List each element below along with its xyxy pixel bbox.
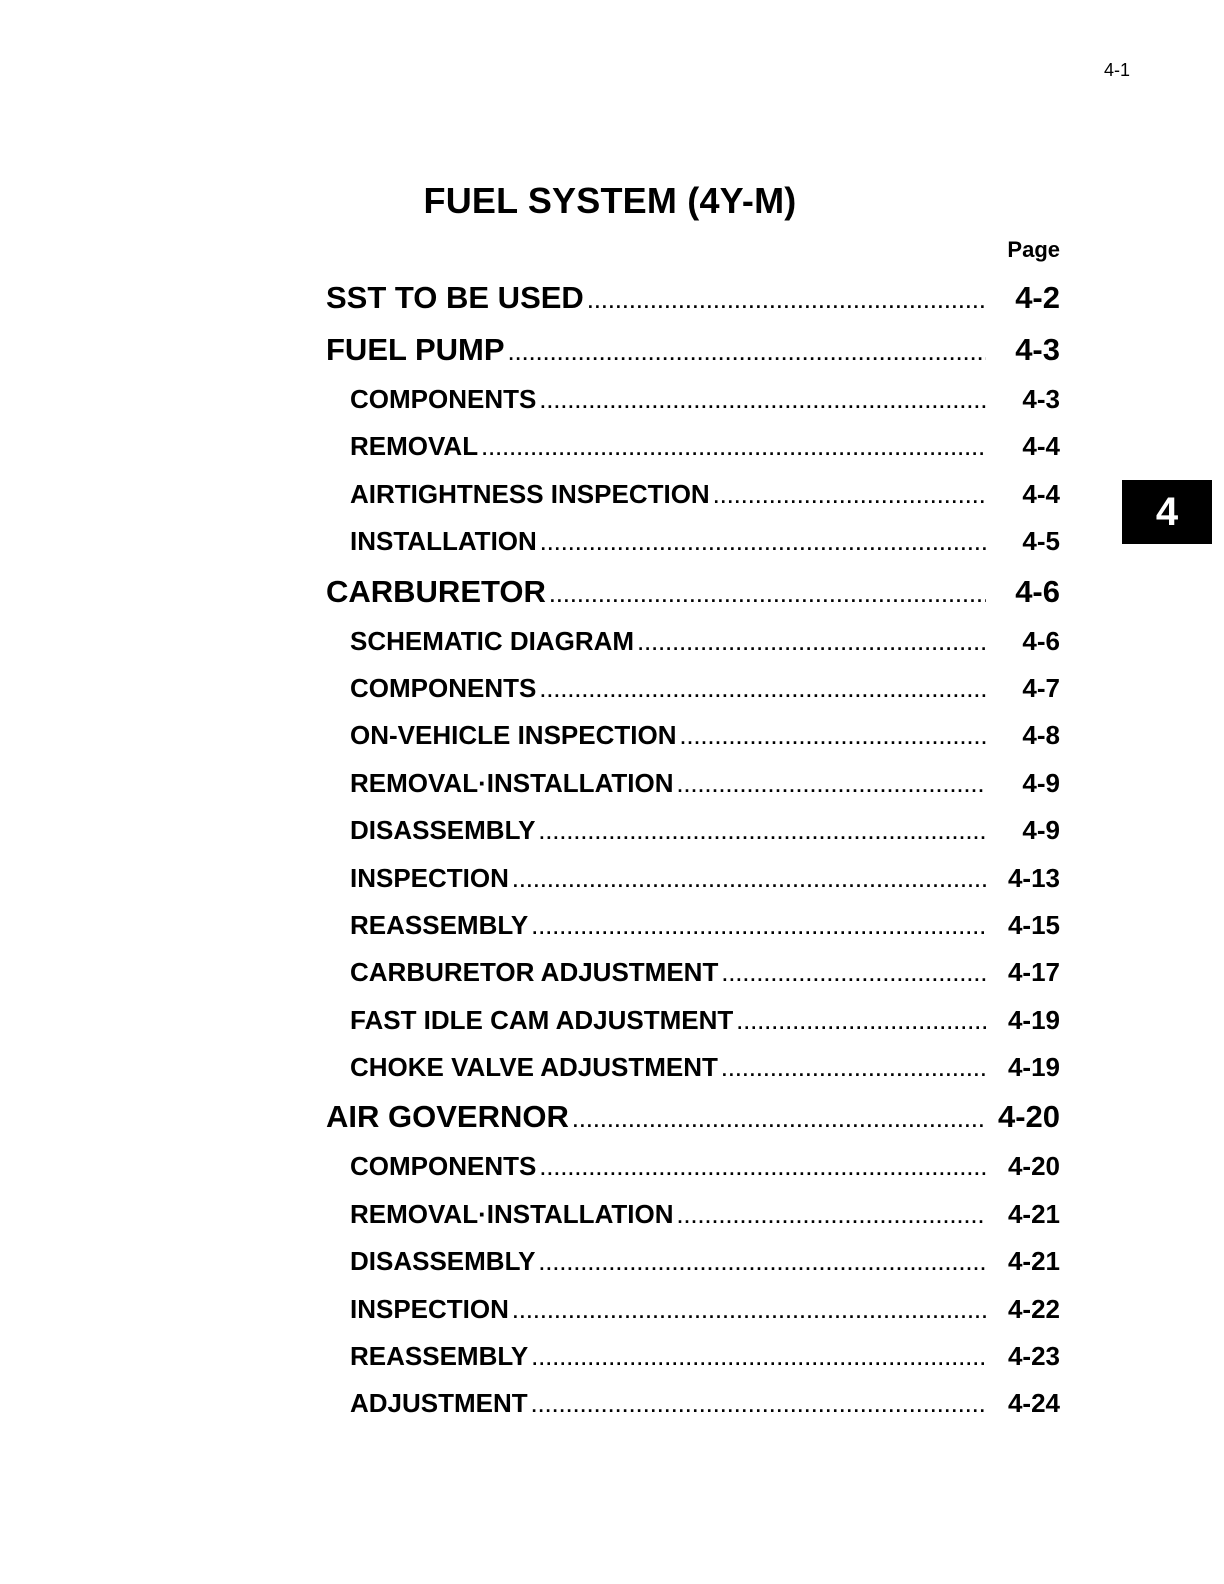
toc-dot-leader: [714, 474, 986, 521]
page-number: 4-1: [1103, 60, 1130, 80]
toc-entry-label: COMPONENTS: [350, 1151, 537, 1182]
toc-entry-page: 4-15: [1007, 909, 1060, 940]
toc-subsection-entry[interactable]: [326, 1191, 1060, 1238]
toc-entry-label: FUEL PUMP: [326, 332, 505, 367]
toc-entry-page: 4-23: [1007, 1341, 1060, 1372]
toc-subsection-entry[interactable]: [326, 1143, 1060, 1190]
toc-subsection-entry[interactable]: [326, 760, 1060, 807]
toc-dot-leader: [513, 1289, 986, 1336]
toc-section-entry[interactable]: [326, 272, 1060, 324]
toc-subsection-entry[interactable]: [326, 1286, 1060, 1333]
toc-entry-label: INSPECTION: [350, 862, 509, 893]
toc-entry-page: 4-19: [1007, 1004, 1060, 1035]
toc-subsection-entry[interactable]: [326, 997, 1060, 1044]
toc-entry-label: COMPONENTS: [350, 672, 537, 703]
section-tab: 4: [1122, 480, 1212, 544]
toc-entry-label: DISASSEMBLY: [350, 1246, 536, 1277]
toc-section-entry[interactable]: [326, 566, 1060, 618]
toc-entry-label: REMOVAL·INSTALLATION: [350, 767, 674, 798]
toc-entry-page: 4-21: [1007, 1198, 1060, 1229]
toc-dot-leader: [722, 952, 986, 999]
toc-entry-page: 4-2: [1015, 280, 1060, 315]
toc-entry-label: ON-VEHICLE INSPECTION: [350, 720, 677, 751]
toc-entry-label: SCHEMATIC DIAGRAM: [350, 625, 635, 656]
toc-entry-page: 4-3: [1015, 332, 1060, 367]
toc-subsection-entry[interactable]: [326, 902, 1060, 949]
toc-entry-label: REMOVAL: [350, 431, 479, 462]
toc-entry-page: 4-19: [1007, 1052, 1060, 1083]
toc-dot-leader: [573, 1095, 986, 1147]
toc-dot-leader: [482, 426, 986, 473]
toc-entry-page: 4-5: [1022, 526, 1060, 557]
toc-entry-label: INSPECTION: [350, 1293, 509, 1324]
toc-entry-page: 4-21: [1007, 1246, 1060, 1277]
toc-subsection-entry[interactable]: [326, 712, 1060, 759]
toc-entry-label: CARBURETOR ADJUSTMENT: [350, 957, 719, 988]
toc-entry-label: SST TO BE USED: [326, 280, 584, 315]
toc-subsection-entry[interactable]: [326, 518, 1060, 565]
toc-entry-page: 4-4: [1022, 478, 1060, 509]
toc-dot-leader: [509, 328, 986, 380]
toc-entry-page: 4-6: [1015, 573, 1060, 609]
toc-section-entry[interactable]: [326, 324, 1060, 376]
toc-dot-leader: [532, 1383, 986, 1430]
toc-entry-label: INSTALLATION: [350, 526, 537, 557]
toc-entry-page: 4-4: [1022, 431, 1060, 462]
toc-subsection-entry[interactable]: [326, 1333, 1060, 1380]
toc-entry-label: AIR GOVERNOR: [326, 1099, 569, 1135]
page-column-label: Page: [1007, 237, 1060, 262]
toc-dot-leader: [678, 1194, 986, 1241]
toc-entry-label: DISASSEMBLY: [350, 815, 536, 846]
toc-dot-leader: [638, 621, 986, 668]
toc-dot-leader: [540, 1146, 986, 1193]
toc-subsection-entry[interactable]: [326, 471, 1060, 518]
toc-entry-page: 4-3: [1022, 384, 1060, 414]
toc-entry-label: REMOVAL·INSTALLATION: [350, 1198, 674, 1229]
toc-entry-label: REASSEMBLY: [350, 1341, 529, 1372]
toc-entry-page: 4-22: [1007, 1293, 1060, 1324]
toc-entry-page: 4-8: [1022, 720, 1060, 751]
toc-entry-page: 4-6: [1022, 625, 1060, 656]
toc-entry-label: AIRTIGHTNESS INSPECTION: [350, 478, 710, 509]
toc-subsection-entry[interactable]: [326, 1380, 1060, 1427]
table-of-contents: [326, 272, 1060, 1428]
toc-dot-leader: [532, 905, 986, 952]
toc-entry-page: 4-20: [997, 1099, 1060, 1135]
toc-entry-page: 4-7: [1022, 672, 1060, 703]
toc-entry-label: REASSEMBLY: [350, 909, 529, 940]
toc-subsection-entry[interactable]: [326, 665, 1060, 712]
toc-dot-leader: [513, 858, 986, 905]
toc-entry-label: FAST IDLE CAM ADJUSTMENT: [350, 1004, 734, 1035]
toc-entry-label: COMPONENTS: [350, 384, 537, 414]
toc-entry-page: 4-13: [1007, 862, 1060, 893]
toc-dot-leader: [540, 379, 986, 426]
toc-entry-page: 4-24: [1007, 1388, 1060, 1419]
toc-section-entry[interactable]: [326, 1091, 1060, 1143]
toc-subsection-entry[interactable]: [326, 807, 1060, 854]
toc-dot-leader: [722, 1047, 986, 1094]
toc-entry-label: CHOKE VALVE ADJUSTMENT: [350, 1052, 718, 1083]
toc-entry-label: ADJUSTMENT: [350, 1388, 528, 1419]
toc-subsection-entry[interactable]: [326, 423, 1060, 470]
toc-subsection-entry[interactable]: [326, 1044, 1060, 1091]
toc-dot-leader: [532, 1336, 986, 1383]
page-title: FUEL SYSTEM (4Y-M): [423, 180, 797, 221]
toc-entry-page: 4-20: [1007, 1151, 1060, 1182]
toc-dot-leader: [588, 276, 986, 328]
toc-entry-page: 4-9: [1022, 767, 1060, 798]
toc-dot-leader: [737, 1000, 986, 1047]
toc-dot-leader: [541, 521, 986, 568]
toc-subsection-entry[interactable]: [326, 1238, 1060, 1285]
toc-dot-leader: [680, 715, 986, 762]
toc-subsection-entry[interactable]: [326, 618, 1060, 665]
toc-subsection-entry[interactable]: [326, 855, 1060, 902]
toc-dot-leader: [539, 810, 986, 857]
toc-dot-leader: [550, 570, 986, 622]
toc-subsection-entry[interactable]: [326, 376, 1060, 423]
toc-entry-label: CARBURETOR: [326, 573, 546, 609]
toc-dot-leader: [540, 668, 986, 715]
toc-dot-leader: [678, 763, 986, 810]
toc-dot-leader: [539, 1241, 986, 1288]
toc-subsection-entry[interactable]: [326, 949, 1060, 996]
toc-entry-page: 4-9: [1022, 815, 1060, 846]
toc-entry-page: 4-17: [1007, 957, 1060, 988]
